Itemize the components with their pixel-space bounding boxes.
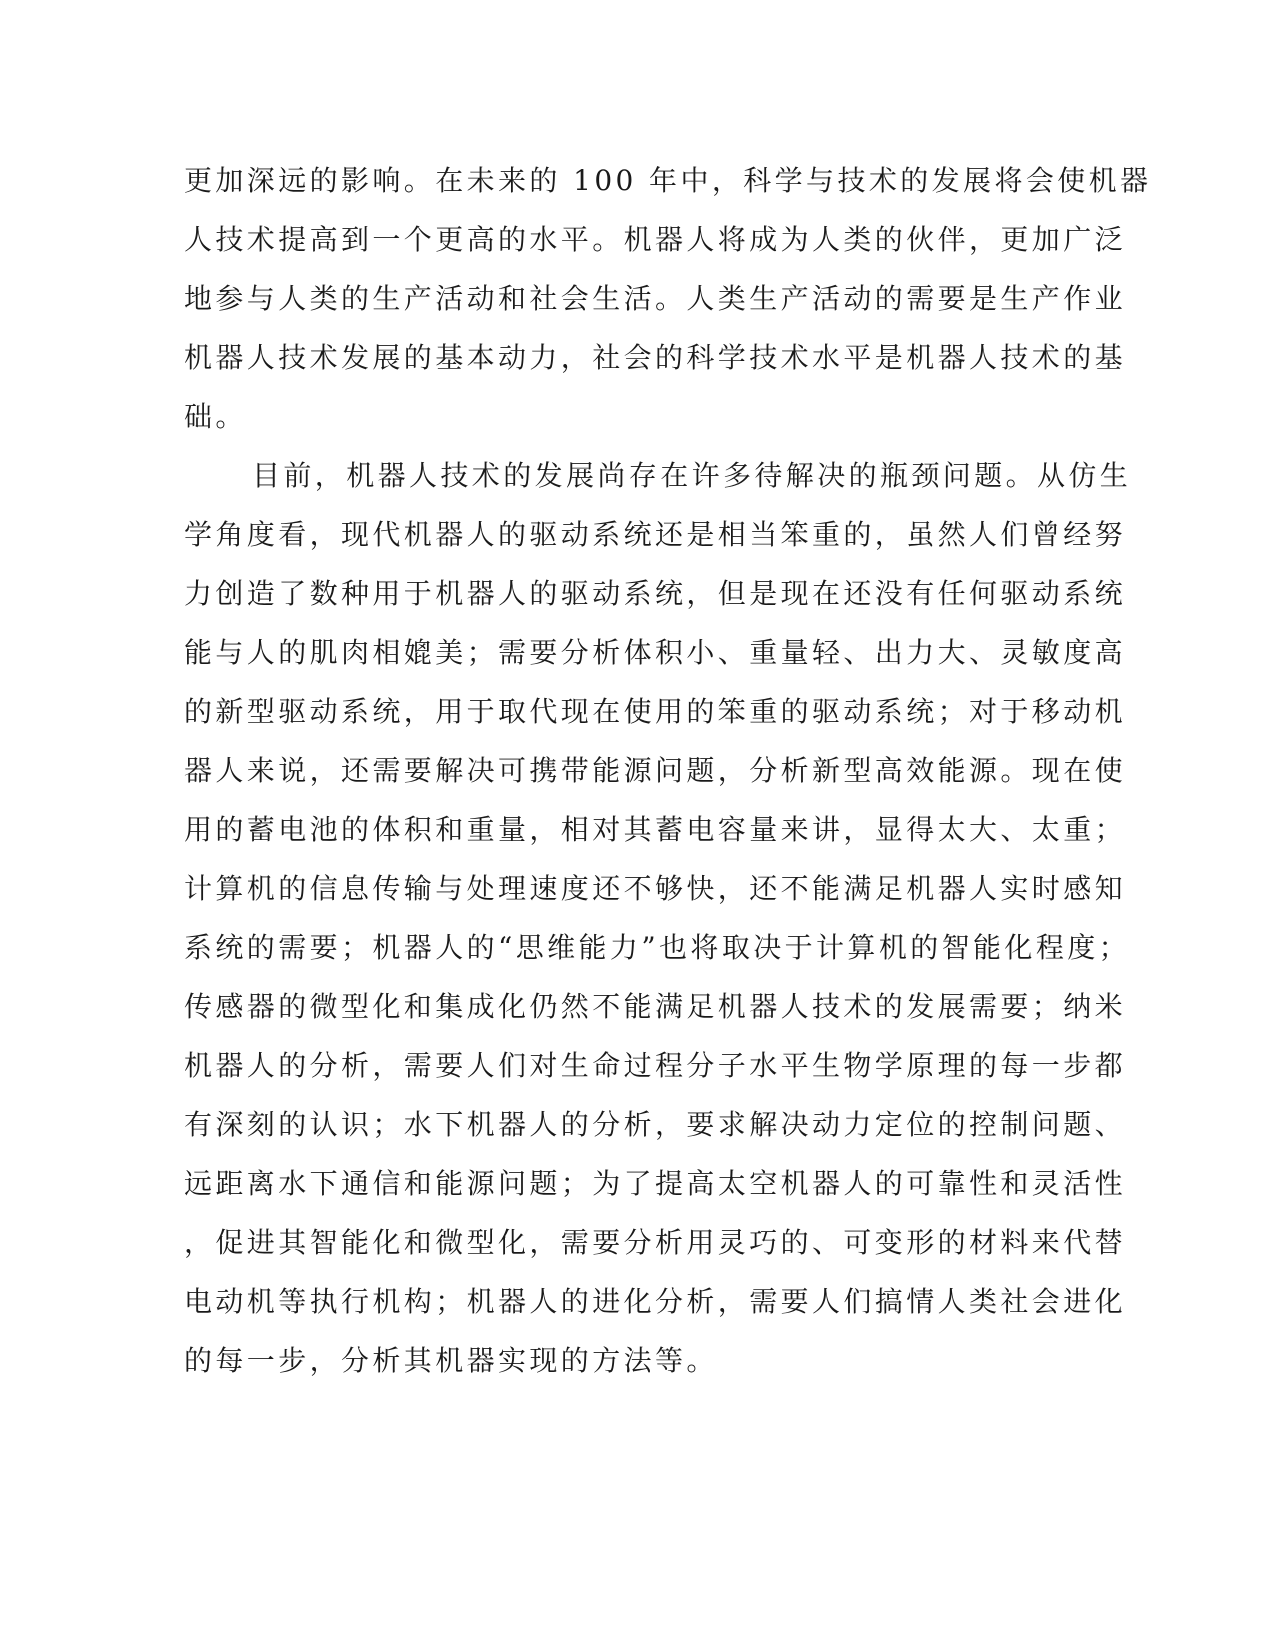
paragraph-line: 有深刻的认识；水下机器人的分析，要求解决动力定位的控制问题、 bbox=[184, 1108, 1127, 1141]
paragraph-line: 机器人的分析，需要人们对生命过程分子水平生物学原理的每一步都 bbox=[184, 1049, 1127, 1082]
paragraph-1 bbox=[184, 160, 1152, 455]
paragraph-line: 力创造了数种用于机器人的驱动系统，但是现在还没有任何驱动系统 bbox=[184, 577, 1127, 610]
paragraph-2 bbox=[184, 455, 1132, 1399]
paragraph-line: 用的蓄电池的体积和重量，相对其蓄电容量来讲，显得太大、太重； bbox=[184, 813, 1127, 846]
paragraph-line: 更加深远的影响。在未来的 100 年中，科学与技术的发展将会使机器 bbox=[184, 164, 1152, 197]
paragraph-line: 的新型驱动系统，用于取代现在使用的笨重的驱动系统；对于移动机 bbox=[184, 695, 1127, 728]
paragraph-line: 目前，机器人技术的发展尚存在许多待解决的瓶颈问题。从仿生 bbox=[252, 459, 1132, 492]
document-body bbox=[184, 160, 1152, 1399]
paragraph-line: 地参与人类的生产活动和社会生活。人类生产活动的需要是生产作业 bbox=[184, 282, 1127, 315]
paragraph-line: 器人来说，还需要解决可携带能源问题，分析新型高效能源。现在使 bbox=[184, 754, 1127, 787]
paragraph-line: 系统的需要；机器人的“思维能力”也将取决于计算机的智能化程度； bbox=[184, 931, 1131, 964]
paragraph-line: ，促进其智能化和微型化，需要分析用灵巧的、可变形的材料来代替 bbox=[184, 1226, 1127, 1259]
paragraph-line: 远距离水下通信和能源问题；为了提高太空机器人的可靠性和灵活性 bbox=[184, 1167, 1127, 1200]
paragraph-line: 计算机的信息传输与处理速度还不够快，还不能满足机器人实时感知 bbox=[184, 872, 1127, 905]
paragraph-line: 础。 bbox=[184, 400, 247, 433]
paragraph-line: 人技术提高到一个更高的水平。机器人将成为人类的伙伴，更加广泛 bbox=[184, 223, 1127, 256]
paragraph-line: 的每一步，分析其机器实现的方法等。 bbox=[184, 1344, 718, 1377]
paragraph-line: 电动机等执行机构；机器人的进化分析，需要人们搞情人类社会进化 bbox=[184, 1285, 1127, 1318]
paragraph-line: 能与人的肌肉相媲美；需要分析体积小、重量轻、出力大、灵敏度高 bbox=[184, 636, 1127, 669]
paragraph-line: 传感器的微型化和集成化仍然不能满足机器人技术的发展需要；纳米 bbox=[184, 990, 1127, 1023]
paragraph-line: 学角度看，现代机器人的驱动系统还是相当笨重的，虽然人们曾经努 bbox=[184, 518, 1127, 551]
paragraph-line: 机器人技术发展的基本动力，社会的科学技术水平是机器人技术的基 bbox=[184, 341, 1127, 374]
